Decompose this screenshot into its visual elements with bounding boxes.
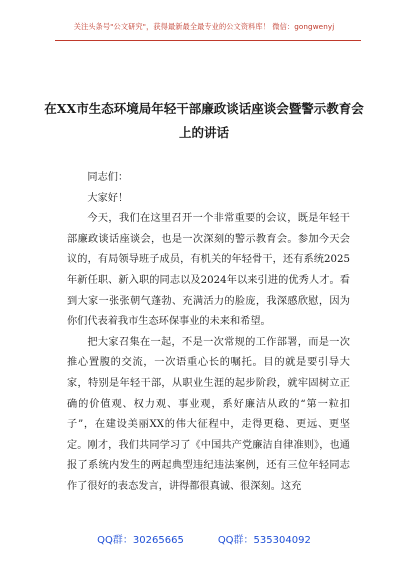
body-paragraph-1: 今天，我们在这里召开一个非常重要的会议，既是年轻干部廉政谈话座谈会，也是一次深刻的警示教育会。参加今天会议的，有局领导班子成员，有机关的年轻骨干，还有系统2025年新任职、新入职的同志以及2024年以来引进的优秀人才。看到大家一张张朝气蓬勃、充满活力的脸庞，我深感欣慰，因为你们代表着我市生态环保事业的未来和希望。 xyxy=(67,213,350,328)
footer-qq-group-1: QQ群：30265665 xyxy=(97,535,184,546)
body-paragraph-2: 把大家召集在一起，不是一次常规的工作部署，而是一次推心置腹的交流，一次语重心长的嘱托。目的就是要引导大家，特别是年轻干部，从职业生涯的起步阶段，就牢固树立正确的价值观、权力观、事业观，系好廉洁从政的“第一粒扣子”，在建设美丽XX的伟大征程中，走得更稳、更远、更坚定。刚才，我们共同学习了《中国共产党廉洁自律准则》，也通报了系统内发生的两起典型违纪违法案例，还有三位年轻同志作了很好的表态发言，讲得都很真诚、很深刻。这充 xyxy=(67,336,350,492)
footer-contact xyxy=(0,531,408,546)
header-divider xyxy=(55,40,361,41)
document-body xyxy=(67,168,350,498)
header-promo-note: 关注头条号"公文研究"，获得最新最全最专业的公文资料库！ 微信：gongwenyj xyxy=(73,22,335,31)
greeting: 大家好！ xyxy=(87,192,129,204)
document-title-line-2: 上的讲话 xyxy=(178,125,229,140)
salutation: 同志们： xyxy=(87,172,129,183)
footer-qq-group-2: QQ群：535304092 xyxy=(217,535,311,546)
document-title-line-1: 在XX市生态环境局年轻干部廉政谈话座谈会暨警示教育会 xyxy=(44,101,364,116)
